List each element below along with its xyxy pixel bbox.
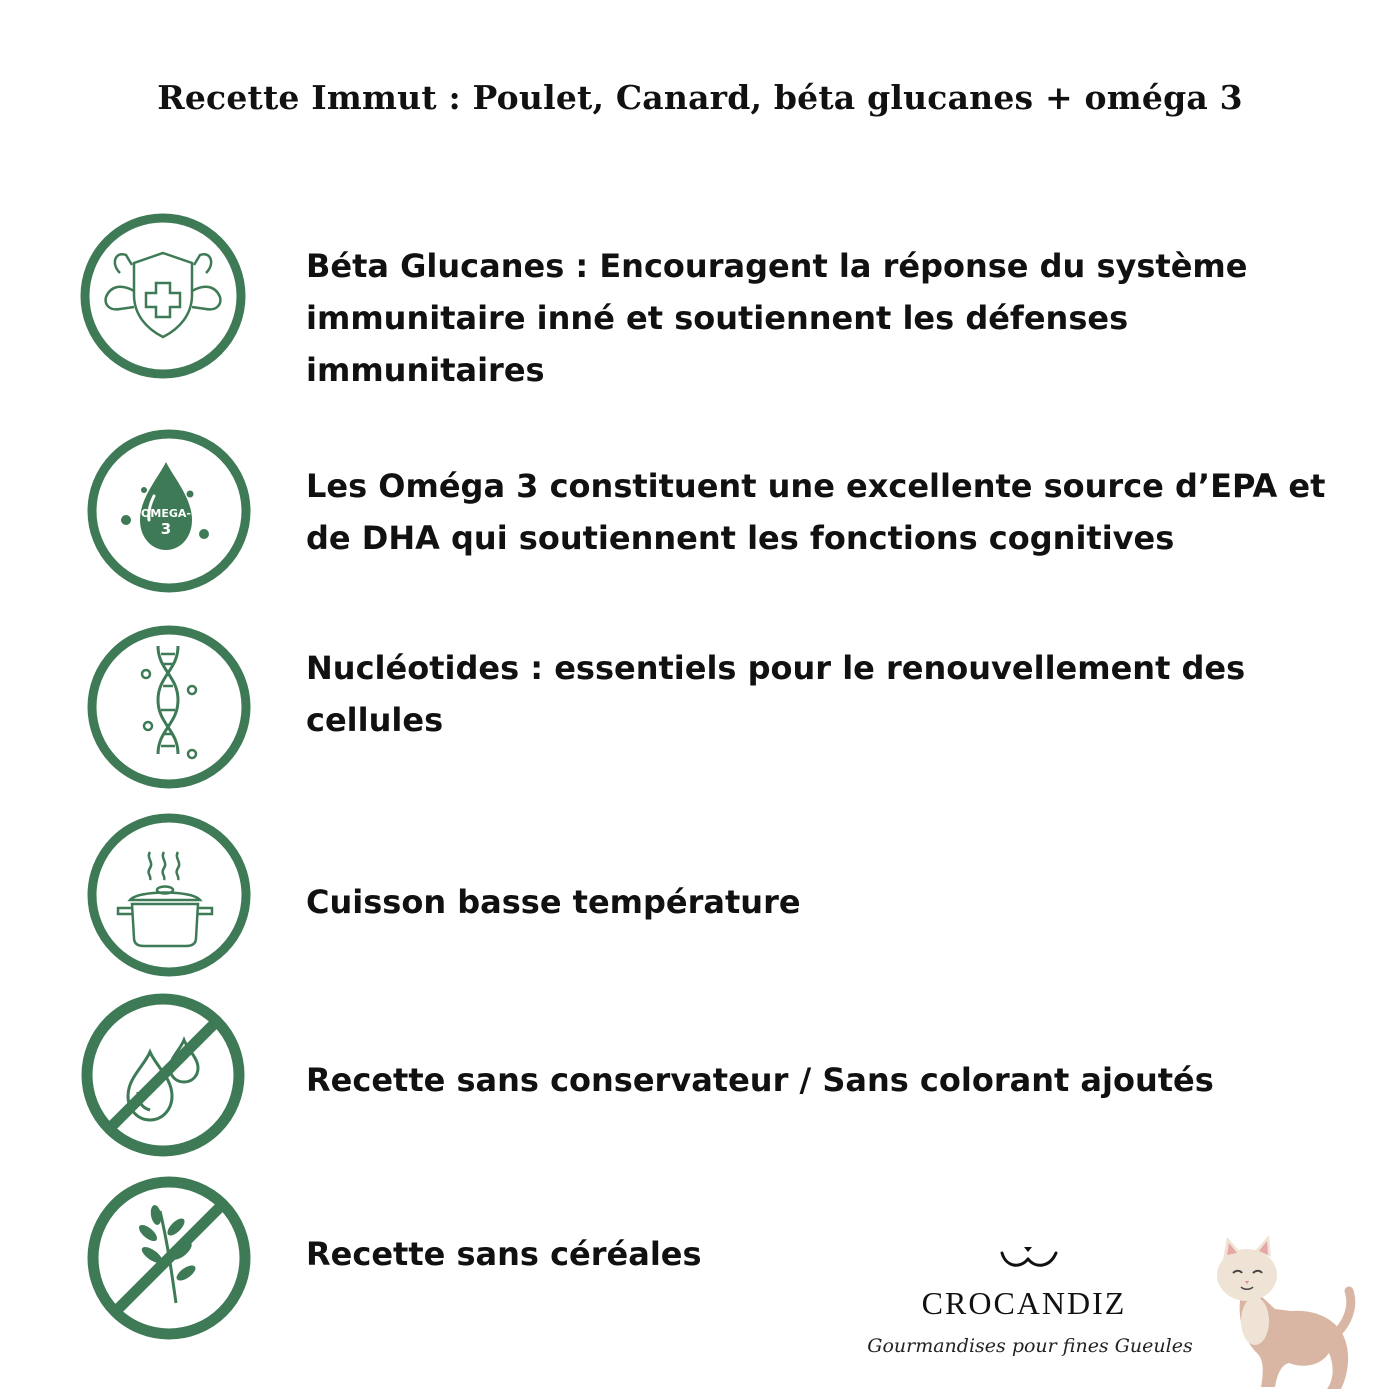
cat-icon (1205, 1235, 1375, 1399)
brand-logo (860, 1225, 1200, 1385)
cat-face-smile-icon (860, 1225, 1200, 1285)
brand-name: CROCANDIZ (921, 1285, 1127, 1321)
cooking-pot-icon (86, 812, 252, 978)
omega-label-bottom: 3 (160, 520, 172, 538)
feature-text-omega-3: Les Oméga 3 constituent une excellente source d’EPA et de DHA qui soutiennent les fonctions cognitives (306, 467, 1326, 557)
feature-text-nucleotides: Nucléotides : essentiels pour le renouvellement des cellules (306, 649, 1246, 739)
feature-text-sans-conservateur: Recette sans conservateur / Sans colorant ajoutés (306, 1061, 1214, 1099)
feature-text-beta-glucanes: Béta Glucanes : Encouragent la réponse du système immunitaire inné et soutiennent les défenses immunitaires (306, 247, 1248, 389)
page-title: Recette Immut : Poulet, Canard, béta glucanes + oméga 3 (157, 78, 1243, 117)
omega-3-drop-icon (86, 428, 252, 594)
feature-text-cuisson: Cuisson basse température (306, 883, 801, 921)
immunity-shield-icon (80, 213, 246, 379)
no-additives-icon (80, 992, 246, 1158)
feature-text-sans-cereales: Recette sans céréales (306, 1235, 702, 1273)
no-cereals-icon (86, 1175, 252, 1341)
dna-icon (86, 624, 252, 790)
brand-tagline: Gourmandises pour fines Gueules (867, 1335, 1193, 1357)
omega-label-top: OMEGA- (141, 507, 191, 520)
